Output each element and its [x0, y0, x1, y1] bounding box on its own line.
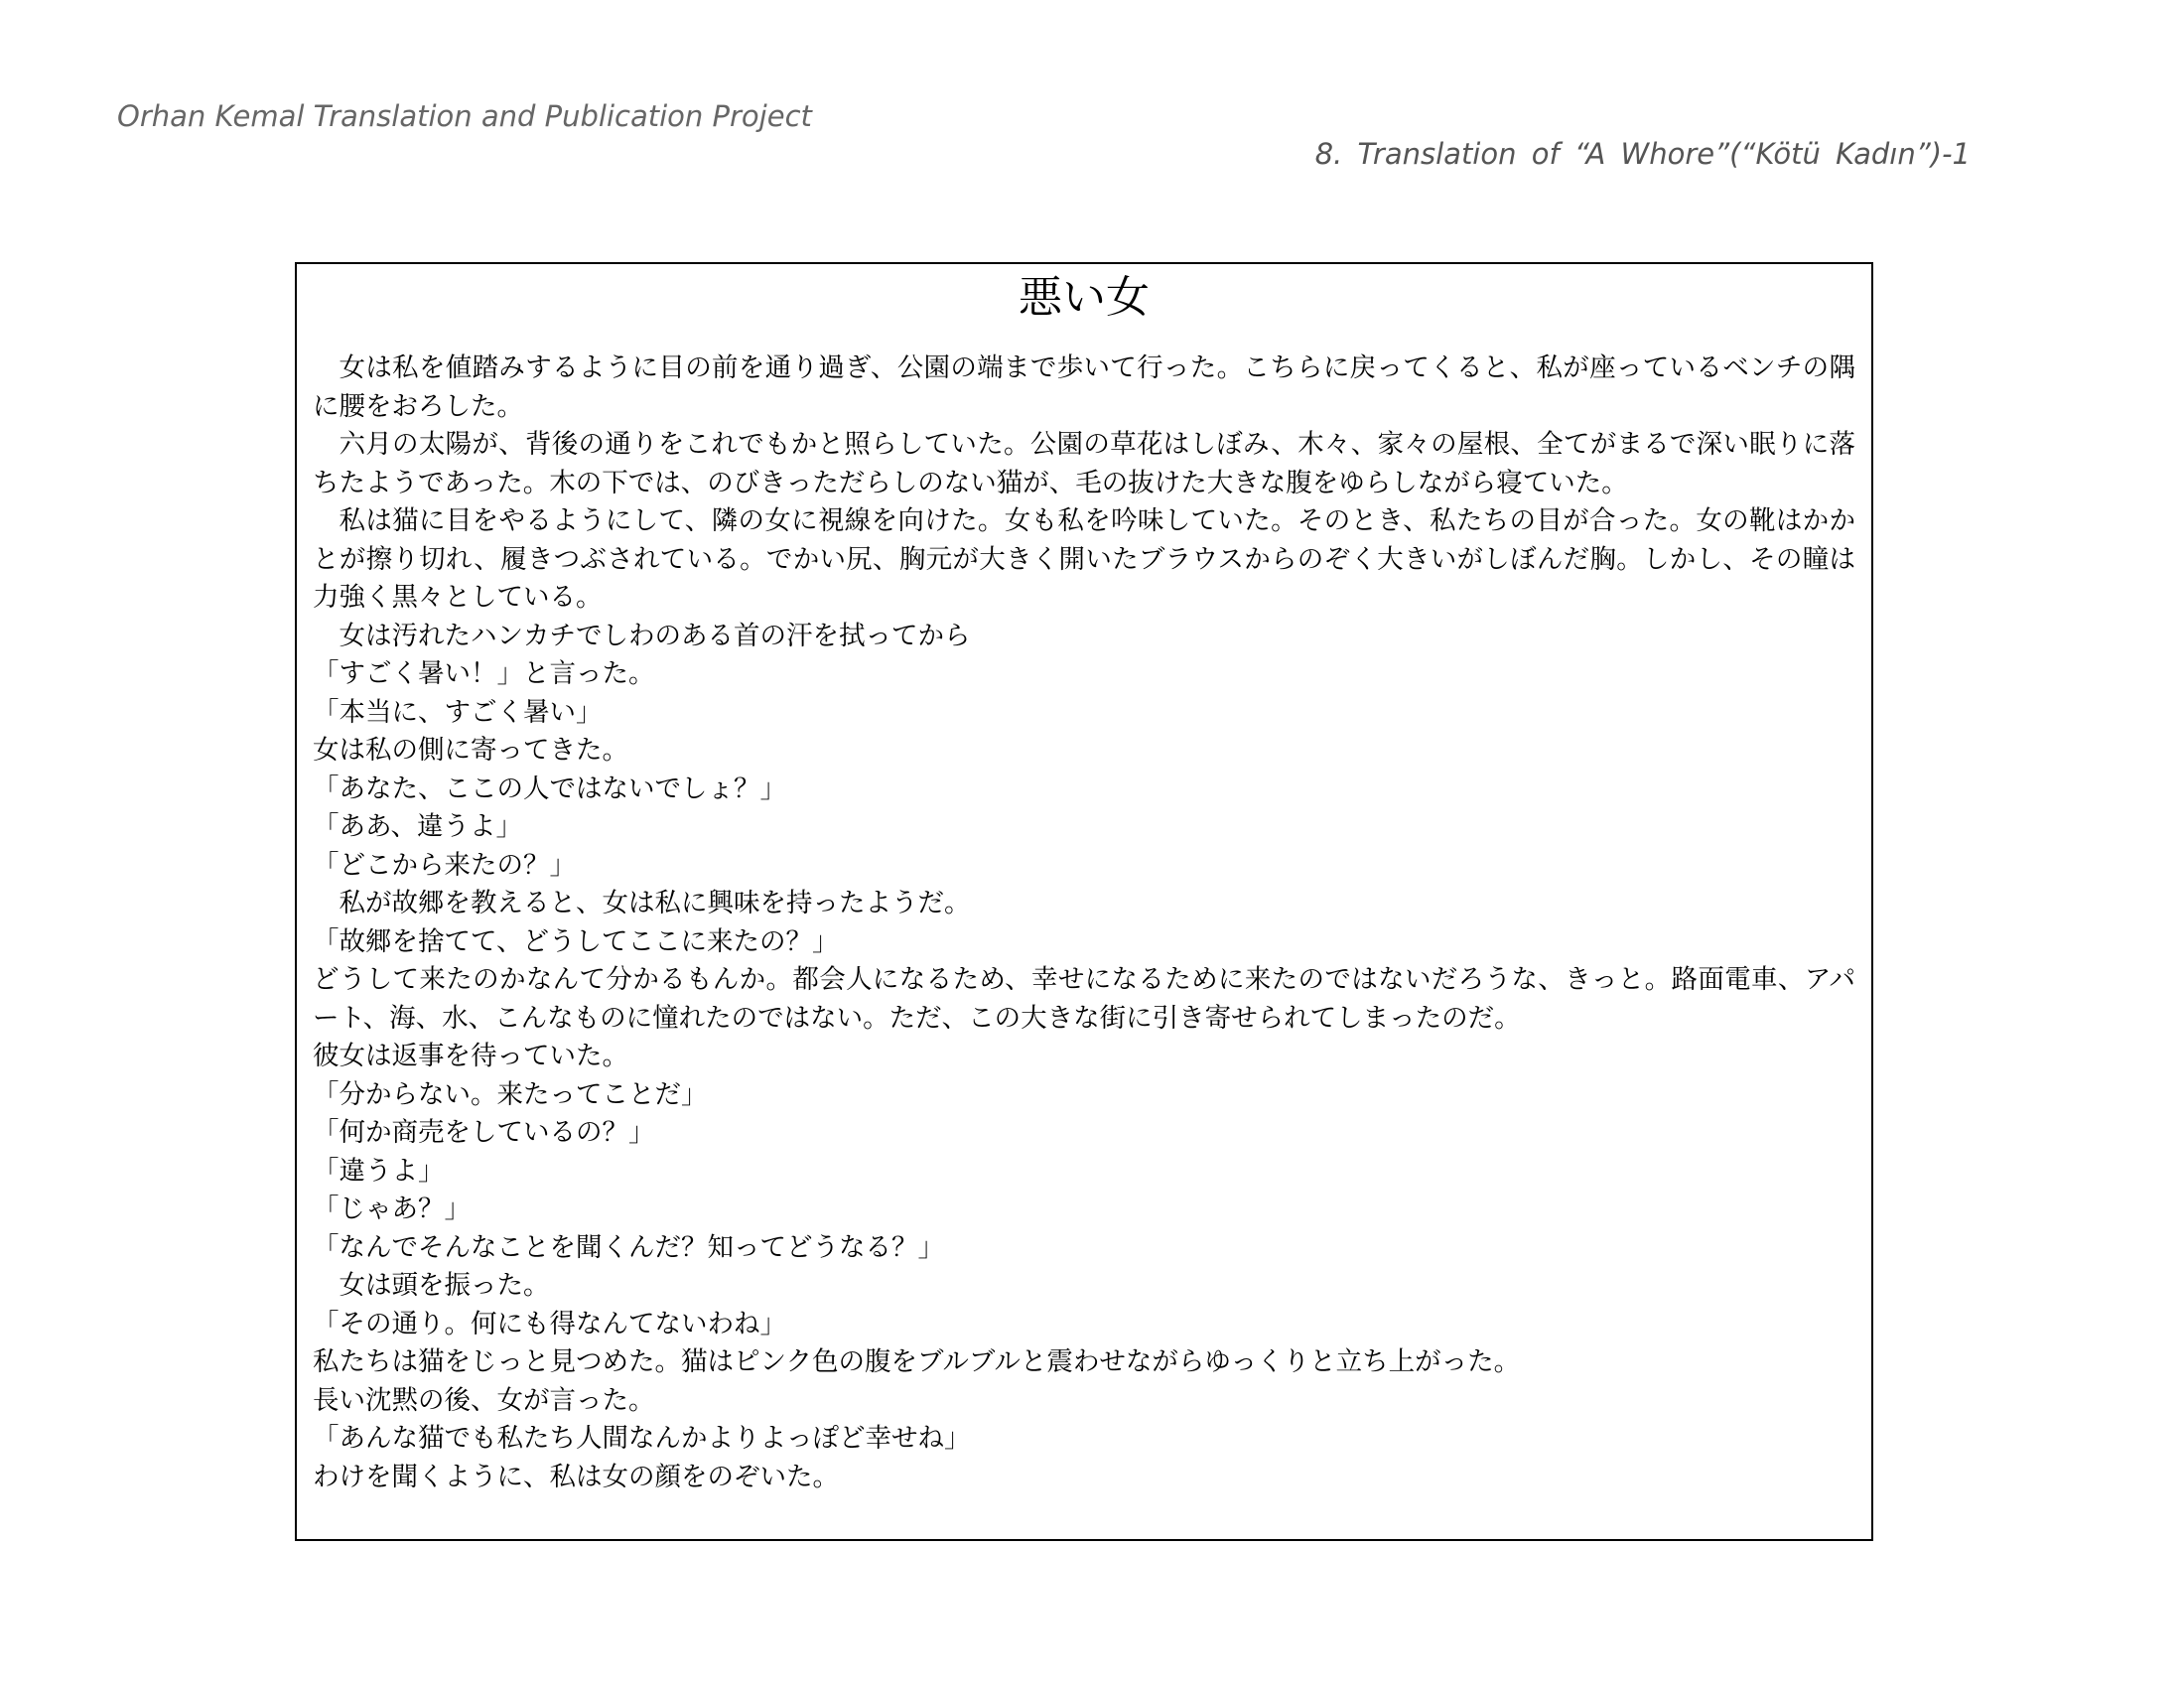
- story-paragraph: 「なんでそんなことを聞くんだ？知ってどうなる？」: [313, 1231, 944, 1263]
- story-paragraph: 六月の太陽が、背後の通りをこれでもかと照らしていた。公園の草花はしぼみ、木々、家々の屋根、全てがまるで深い眠りに落ちたようであった。木の下では、のびきっただらしのない猫が、毛の抜けた大きな腹をゆらしながら寝ていた。: [313, 429, 1855, 498]
- story-paragraph: 私たちは猫をじっと見つめた。猫はピンク色の腹をブルブルと震わせながらゆっくりと立ち上がった。: [313, 1346, 1521, 1377]
- story-paragraph: 「分からない。来たってことだ」: [313, 1078, 708, 1110]
- story-frame: [295, 262, 1873, 1541]
- story-paragraph: 女は私の側に寄ってきた。: [313, 735, 628, 766]
- story-body: [313, 350, 1855, 1496]
- story-paragraph: 女は汚れたハンカチでしわのある首の汗を拭ってから: [339, 620, 971, 651]
- story-paragraph: 長い沈黙の後、女が言った。: [313, 1384, 655, 1416]
- story-paragraph: 「故郷を捨てて、どうしてここに来たの？」: [313, 925, 839, 957]
- story-paragraph: 「ああ、違うよ」: [313, 811, 522, 842]
- story-paragraph: 「あんな猫でも私たち人間なんかよりよっぽど幸せね」: [313, 1423, 971, 1454]
- story-paragraph: 「その通り。何にも得なんてないわね」: [313, 1308, 786, 1339]
- story-paragraph: 私は猫に目をやるようにして、隣の女に視線を向けた。女も私を吟味していた。そのとき、私たちの目が合った。女の靴はかかとが擦り切れ、履きつぶされている。でかい尻、胸元が大きく開いたブラウスからのぞく大きいがしぼんだ胸。しかし、その瞳は力強く黒々としている。: [313, 505, 1855, 613]
- story-title: 悪い女: [1019, 272, 1150, 323]
- story-paragraph: 私が故郷を教えると、女は私に興味を持ったようだ。: [339, 888, 971, 918]
- story-paragraph: 女は私を値踏みするように目の前を通り過ぎ、公園の端まで歩いて行った。こちらに戻ってくると、私が座っているベンチの隅に腰をおろした。: [313, 352, 1855, 422]
- project-header: Orhan Kemal Translation and Publication Project: [117, 99, 812, 133]
- story-paragraph: 「すごく暑い！」と言った。: [313, 658, 655, 689]
- section-header: 8. Translation of “A Whore”(“Kötü Kadın”)-1: [1314, 137, 1971, 171]
- story-paragraph: 「何か商売をしているの？」: [313, 1117, 655, 1148]
- story-paragraph: 「違うよ」: [313, 1155, 445, 1187]
- story-paragraph: 彼女は返事を待っていた。: [313, 1041, 628, 1071]
- story-paragraph: 「じゃあ？」: [313, 1194, 471, 1224]
- story-paragraph: 「本当に、すごく暑い」: [313, 696, 603, 728]
- story-paragraph: わけを聞くように、私は女の顔をのぞいた。: [313, 1461, 839, 1492]
- story-paragraph: 「どこから来たの？」: [313, 849, 576, 881]
- story-paragraph: 女は頭を振った。: [339, 1270, 550, 1301]
- story-paragraph: 「あなた、ここの人ではないでしょ？」: [313, 773, 786, 804]
- story-paragraph: どうして来たのかなんて分かるもんか。都会人になるため、幸せになるために来たのではないだろうな、きっと。路面電車、アパート、海、水、こんなものに憧れたのではない。ただ、この大きな街に引き寄せられてしまったのだ。: [313, 964, 1855, 1034]
